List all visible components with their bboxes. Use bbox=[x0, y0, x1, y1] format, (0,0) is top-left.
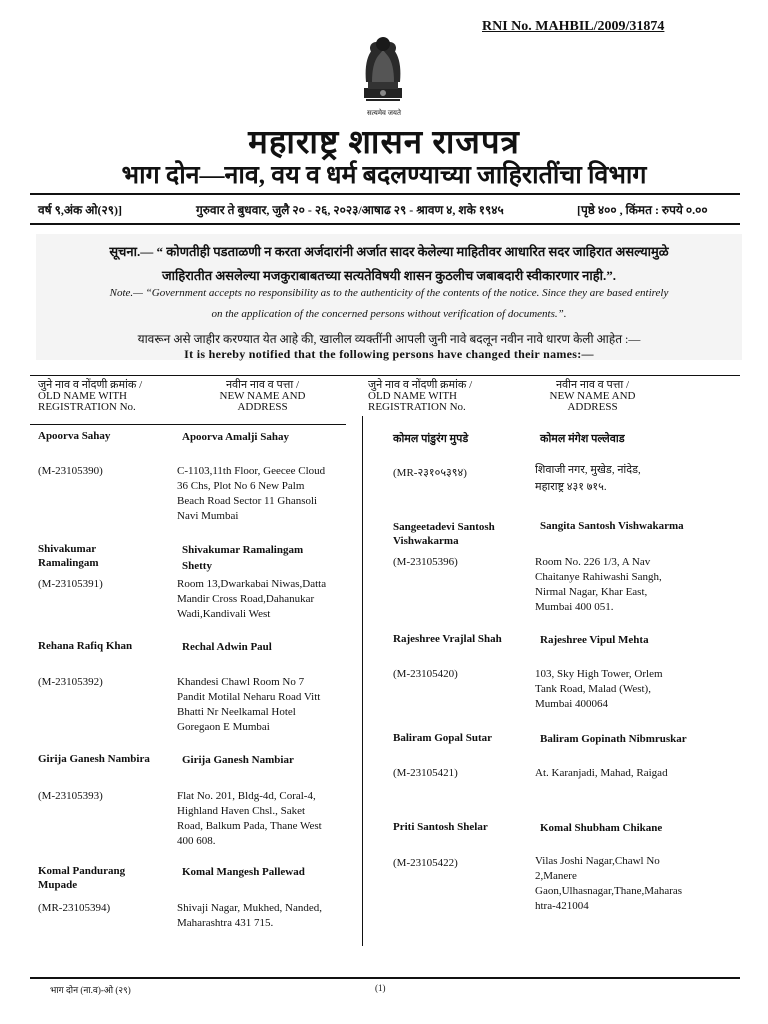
notice-marathi-2: जाहिरातीत असलेल्या मजकुराबाबतच्या सत्यतेविषयी शासन कुठलीच जबाबदारी स्वीकारणार नाही.”. bbox=[161, 268, 617, 283]
address-line: Mumbai 400064 bbox=[535, 698, 609, 710]
gazette-title: महाराष्ट्र शासन राजपत्र bbox=[248, 125, 520, 161]
new-name: कोमल मंगेश पल्लेवाड bbox=[540, 433, 625, 445]
issue-volume: वर्ष ९,अंक ओ(२९)] bbox=[38, 203, 122, 217]
footer-rule bbox=[30, 977, 740, 979]
registration-no: (M-23105396) bbox=[393, 556, 458, 568]
col-header-old-en: OLD NAME WITH REGISTRATION No. bbox=[368, 390, 466, 413]
registration-no: (MR-23105394) bbox=[38, 902, 111, 914]
address-line: 400 608. bbox=[177, 835, 216, 847]
old-name-line: Shivakumar bbox=[38, 543, 97, 555]
address-line: Road, Balkum Pada, Thane West bbox=[177, 820, 322, 832]
address-line: 103, Sky High Tower, Orlem bbox=[535, 668, 663, 680]
column-divider bbox=[362, 416, 363, 946]
emblem-motto: सत्यमेव जयते bbox=[367, 109, 401, 117]
old-name: Priti Santosh Shelar bbox=[393, 821, 488, 833]
old-name-line: Sangeetadevi Santosh bbox=[393, 521, 495, 533]
col-header-old-right bbox=[368, 380, 508, 413]
new-name: Rajeshree Vipul Mehta bbox=[540, 634, 649, 646]
address bbox=[535, 667, 663, 712]
registration-no: (M-23105422) bbox=[393, 857, 458, 869]
address bbox=[177, 464, 325, 524]
col-header-old-mr: जुने नाव व नोंदणी क्रमांक / bbox=[368, 379, 473, 391]
header-rule-bottom bbox=[30, 223, 740, 225]
gazette-subtitle: भाग दोन—नाव, वय व धर्म बदलण्याच्या जाहिरातींचा विभाग bbox=[121, 162, 647, 189]
col-header-new-en: NEW NAME AND ADDRESS bbox=[219, 390, 306, 413]
address-line: शिवाजी नगर, मुखेड, नांदेड, bbox=[535, 464, 641, 476]
new-name: Apoorva Amalji Sahay bbox=[182, 431, 289, 443]
address-line: At. Karanjadi, Mahad, Raigad bbox=[535, 767, 668, 779]
col-header-new-mr: नवीन नाव व पत्ता / bbox=[555, 379, 630, 391]
registration-no: (M-23105420) bbox=[393, 668, 458, 680]
notice-english-3: It is hereby notified that the following persons have changed their names:— bbox=[184, 347, 594, 361]
old-name-line: Mupade bbox=[38, 879, 78, 891]
rni-number: RNI No. MAHBIL/2009/31874 bbox=[482, 19, 665, 34]
registration-no: (M-23105392) bbox=[38, 676, 103, 688]
old-name: Rehana Rafiq Khan bbox=[38, 640, 133, 652]
address bbox=[535, 854, 682, 914]
col-header-old-left bbox=[38, 380, 178, 413]
old-name: Apoorva Sahay bbox=[38, 430, 111, 442]
old-name: Rajeshree Vrajlal Shah bbox=[393, 633, 502, 645]
new-name-line: Shivakumar Ramalingam bbox=[182, 544, 304, 556]
col-header-new-mr: नवीन नाव व पत्ता / bbox=[225, 379, 300, 391]
registration-no: (M-23105391) bbox=[38, 578, 103, 590]
registration-no: (M-23105393) bbox=[38, 790, 103, 802]
address-line: Vilas Joshi Nagar,Chawl No bbox=[535, 855, 660, 867]
issue-pages-price: [पृष्ठे ४०० , किंमत : रुपये ०.०० bbox=[577, 203, 708, 217]
new-name: Sangita Santosh Vishwakarma bbox=[540, 520, 684, 532]
old-name bbox=[393, 520, 495, 548]
address-line: Chaitanye Rahiwashi Sangh, bbox=[535, 571, 662, 583]
col-header-new-right bbox=[530, 380, 655, 413]
address-line: Mumbai 400 051. bbox=[535, 601, 614, 613]
address-line: Maharashtra 431 715. bbox=[177, 917, 274, 929]
col-header-new-left bbox=[200, 380, 325, 413]
address-line: 36 Chs, Plot No 6 New Palm bbox=[177, 480, 305, 492]
new-name: Komal Shubham Chikane bbox=[540, 822, 663, 834]
footer-part-label: भाग दोन (ना.व)-ओ (२९) bbox=[50, 985, 131, 995]
address-line: Flat No. 201, Bldg-4d, Coral-4, bbox=[177, 790, 316, 802]
old-name bbox=[38, 542, 99, 570]
address-line: Nirmal Nagar, Khar East, bbox=[535, 586, 648, 598]
address bbox=[535, 766, 668, 781]
address-line: Gaon,Ulhasnagar,Thane,Maharas bbox=[535, 885, 683, 897]
address-line: htra-421004 bbox=[535, 900, 589, 912]
address-line: Room 13,Dwarkabai Niwas,Datta bbox=[177, 578, 327, 590]
address-line: Room No. 226 1/3, A Nav bbox=[535, 556, 651, 568]
address-line: Beach Road Sector 11 Ghansoli bbox=[177, 495, 318, 507]
col-header-old-mr: जुने नाव व नोंदणी क्रमांक / bbox=[38, 379, 143, 391]
notice-english-2: on the application of the concerned persons without verification of documents.”. bbox=[211, 308, 567, 320]
address bbox=[177, 577, 326, 622]
address-line: Highland Haven Chsl., Saket bbox=[177, 805, 306, 817]
address-line: C-1103,11th Floor, Geecee Cloud bbox=[177, 465, 326, 477]
notice-english-1: Note.— “Government accepts no responsibility as to the authenticity of the contents of the notice. Since they are based entirely bbox=[109, 287, 669, 299]
notice-marathi-1: सूचना.— “ कोणतीही पडताळणी न करता अर्जदारांनी अर्जात सादर केलेल्या माहितीवर आधारित सदर जाहिरात असल्यामुळे bbox=[109, 244, 669, 259]
col-header-new-en: NEW NAME AND ADDRESS bbox=[549, 390, 636, 413]
old-name-line: Komal Pandurang bbox=[38, 865, 126, 877]
notice-marathi-3: यावरून असे जाहीर करण्यात येत आहे की, खालील व्यक्तींनी आपली जुनी नावे बदलून नवीन नावे धारण केली आहेत :— bbox=[137, 332, 641, 346]
header-rule-top bbox=[30, 193, 740, 195]
old-name: Baliram Gopal Sutar bbox=[393, 732, 493, 744]
registration-no: (MR-२३१०५३९४) bbox=[393, 467, 467, 479]
address-line: Navi Mumbai bbox=[177, 510, 239, 522]
registration-no: (M-23105390) bbox=[38, 465, 103, 477]
address bbox=[177, 675, 320, 735]
issue-date: गुरुवार ते बुधवार, जुलै २० - २६, २०२३/आषाढ २९ - श्रावण ४, शके १९४५ bbox=[196, 203, 504, 217]
address-line: Shivaji Nagar, Mukhed, Nanded, bbox=[177, 902, 322, 914]
notice-box bbox=[36, 234, 742, 360]
address bbox=[535, 462, 641, 496]
registration-no: (M-23105421) bbox=[393, 767, 458, 779]
address-line: Goregaon E Mumbai bbox=[177, 721, 270, 733]
address-line: Pandit Motilal Neharu Road Vitt bbox=[177, 691, 321, 703]
new-name: Rechal Adwin Paul bbox=[182, 641, 272, 653]
new-name-line: Shetty bbox=[182, 560, 212, 572]
new-name: Girija Ganesh Nambiar bbox=[182, 754, 294, 766]
old-name-line: Ramalingam bbox=[38, 557, 99, 569]
new-name: Komal Mangesh Pallewad bbox=[182, 866, 305, 878]
address bbox=[177, 789, 322, 849]
new-name: Baliram Gopinath Nibmruskar bbox=[540, 733, 687, 745]
col-header-old-en: OLD NAME WITH REGISTRATION No. bbox=[38, 390, 136, 413]
page-number: (1) bbox=[375, 983, 386, 993]
old-name: Girija Ganesh Nambira bbox=[38, 753, 150, 765]
address-line: Mandir Cross Road,Dahanukar bbox=[177, 593, 315, 605]
address-line: Bhatti Nr Neelkamal Hotel bbox=[177, 706, 296, 718]
old-name: कोमल पांडुरंग मुपडे bbox=[393, 433, 469, 445]
address-line: Wadi,Kandivali West bbox=[177, 608, 271, 620]
address bbox=[177, 901, 322, 931]
address-line: 2,Manere bbox=[535, 870, 577, 882]
old-name bbox=[38, 864, 125, 892]
table-top-rule bbox=[30, 375, 740, 376]
address-line: Khandesi Chawl Room No 7 bbox=[177, 676, 305, 688]
new-name bbox=[182, 542, 303, 574]
address-line: Tank Road, Malad (West), bbox=[535, 683, 651, 695]
old-name-line: Vishwakarma bbox=[393, 535, 459, 547]
address-line: महाराष्ट्र ४३१ ७१५. bbox=[535, 481, 607, 493]
state-emblem-icon bbox=[354, 30, 412, 108]
left-column-rule bbox=[30, 424, 346, 425]
address bbox=[535, 555, 662, 615]
